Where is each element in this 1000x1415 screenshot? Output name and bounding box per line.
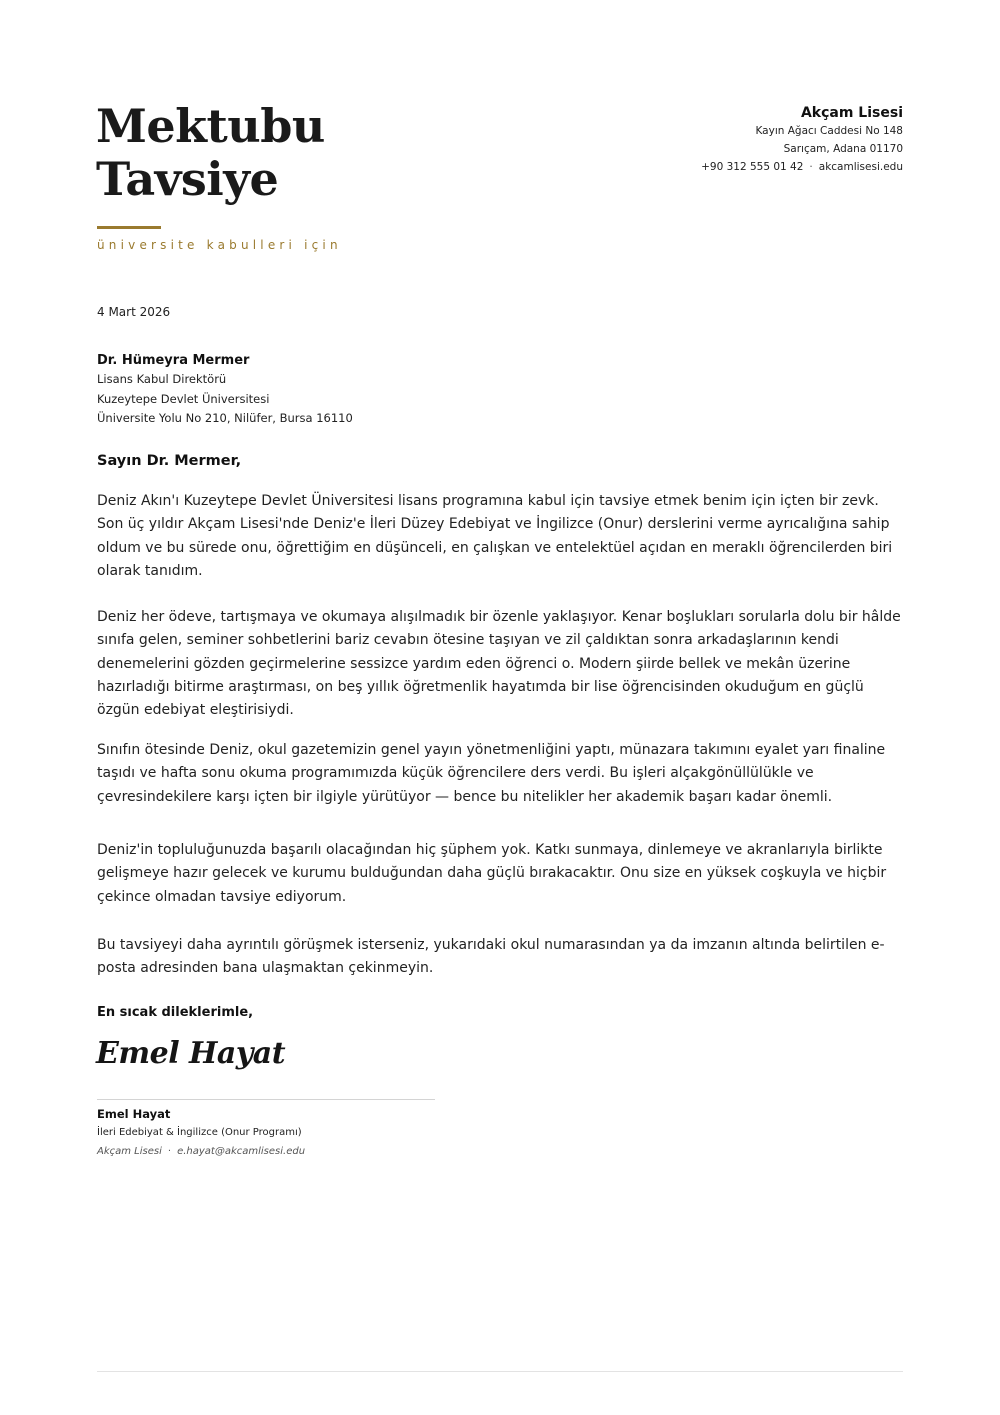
recipient-block <box>97 352 353 429</box>
letter-subtitle: üniversite kabulleri için <box>97 238 342 252</box>
school-city: Sarıçam, Adana 01170 <box>783 143 903 155</box>
recipient-address: Üniversite Yolu No 210, Nilüfer, Bursa 16110 <box>97 411 353 425</box>
school-phone: +90 312 555 01 42 <box>701 161 804 173</box>
school-web: akcamlisesi.edu <box>818 161 903 173</box>
separator-dot: · <box>167 1146 172 1157</box>
salutation: Sayın Dr. Mermer, <box>97 453 242 469</box>
school-letterhead <box>543 104 903 176</box>
body-paragraph-4: Deniz'in topluluğunuzda başarılı olacağından hiç şüphem yok. Katkı sunmaya, dinlemeye ve akranlarıyla birlikte gelişmeye hazır gelecek ve kurumu bulduğundan daha güçlü bırakacaktır. Onu size en yüksek coşkuyla ve hiçbir çekince olmadan tavsiye ediyorum. <box>97 842 887 905</box>
body-paragraph-2: Deniz her ödeve, tartışmaya ve okumaya alışılmadık bir özenle yaklaşıyor. Kenar boşlukları sorularla dolu bir hâlde sınıfa gelen, seminer sohbetlerini bariz cevabın ötesine taşıyan ve zil çaldıktan sonra arkadaşlarının kendi denemelerini gözden geçirmelerine sessizce yardım eden öğrenci o. Modern şiirde bellek ve mekân üzerine hazırladığı bitirme araştırması, on beş yıllık öğretmenlik hayatımda bir lise öğrencisinden okuduğum en güçlü özgün edebiyat eleştirisiydi. <box>97 609 901 719</box>
signer-title: İleri Edebiyat & İngilizce (Onur Programı) <box>97 1127 302 1138</box>
body-paragraph-5: Bu tavsiyeyi daha ayrıntılı görüşmek isterseniz, yukarıdaki okul numarasından ya da imzanın altında belirtilen e-posta adresinden bana ulaşmaktan çekinmeyin. <box>97 937 885 977</box>
school-name: Akçam Lisesi <box>800 105 903 121</box>
signer-school: Akçam Lisesi <box>97 1146 162 1157</box>
footer-rule <box>97 1371 903 1372</box>
body-paragraph-1: Deniz Akın'ı Kuzeytepe Devlet Üniversitesi lisans programına kabul için tavsiye etmek benim için içten bir zevk. Son üç yıldır Akçam Lisesi'nde Deniz'e İleri Düzey Edebiyat ve İngilizce (Onur) derslerini verme ayrıcalığına sahip oldum ve bu sürede onu, öğrettiğim en düşünceli, en çalışkan ve entelektüel açıdan en meraklı öğrencilerden biri olarak tanıdım. <box>97 493 893 579</box>
title-line-1: Mektubu <box>96 99 325 153</box>
recipient-name: Dr. Hümeyra Mermer <box>97 353 250 368</box>
school-contact <box>543 158 903 176</box>
accent-rule <box>97 226 161 229</box>
title-line-2: Tavsiye <box>96 152 279 206</box>
recipient-institution: Kuzeytepe Devlet Üniversitesi <box>97 391 270 406</box>
handwritten-signature: Emel Hayat <box>96 1036 286 1071</box>
recipient-title: Lisans Kabul Direktörü <box>97 372 227 386</box>
letter-date: 4 Mart 2026 <box>97 305 171 319</box>
school-street: Kayın Ağacı Caddesi No 148 <box>755 125 903 137</box>
signer-block <box>97 1106 305 1161</box>
signature-rule <box>97 1099 435 1100</box>
body-paragraph-3: Sınıfın ötesinde Deniz, okul gazetemizin genel yayın yönetmenliğini yaptı, münazara takımını eyalet yarı finaline taşıdı ve hafta sonu okuma programımızda küçük öğrencilere ders verdi. Bu işleri alçakgönüllülükle ve çevresindekilere karşı içten bir ilgiyle yürütüyor — bence bu nitelikler her akademik başarı kadar önemli. <box>97 742 886 805</box>
signer-name: Emel Hayat <box>97 1107 171 1121</box>
letter-title <box>96 100 325 206</box>
signer-email: e.hayat@akcamlisesi.edu <box>177 1146 306 1157</box>
separator-dot: · <box>809 161 813 173</box>
closing: En sıcak dileklerimle, <box>97 1005 254 1020</box>
signer-contact <box>97 1143 305 1161</box>
